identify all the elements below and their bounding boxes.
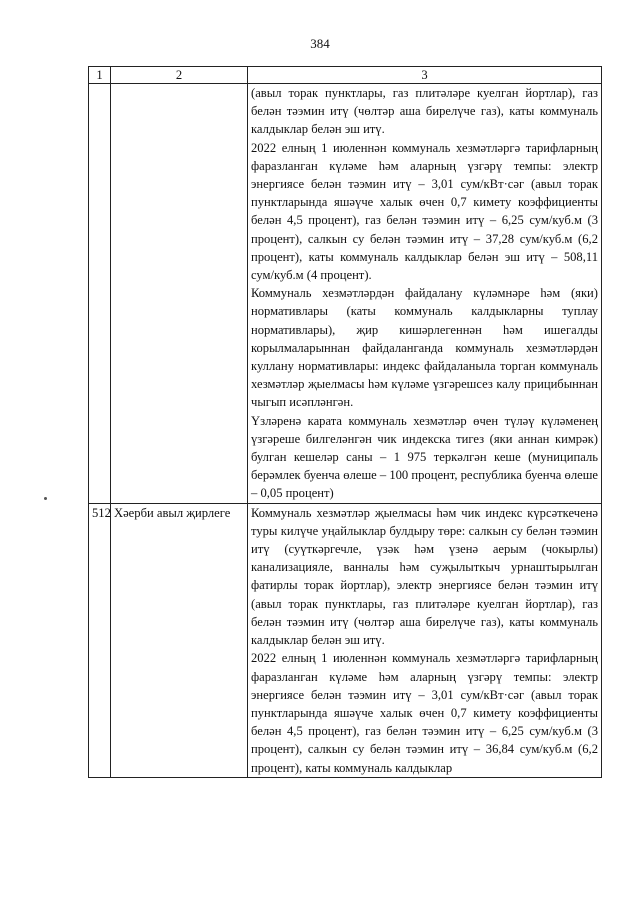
paragraph: Үзләренә карата коммуналь хезмәтләр өчен түләү күләменең үзгәреше билгеләнгән чик индекска тигез (яки аннан кимрәк) булган кешеләр саны – 1 975 теркәлгән кеше (муниципаль берәмлек буенча өлеше – 100 процент, республика буенча өлеше – 0,05 процент) (251, 413, 598, 501)
row-number: 512 (89, 503, 111, 777)
paragraph: 2022 елның 1 июленнән коммуналь хезмәтләргә тарифларның фаразланган күләме һәм аларның үзгәрү темпы: электр энергиясе белән тәэмин итү – 3,01 сум/кВт·сәг (авыл торак пунктларында яшәүче халык өчен 0,7 кимету коэффициенты белән 4,5 процент), газ белән тәэмин итү – 6,25 сум/куб.м (3 процент), салкын су белән тәэмин итү – 36,84 сум/куб.м (6,2 процент), каты коммуналь калдыклар (251, 651, 598, 775)
row-content (248, 503, 602, 777)
row-number (89, 84, 111, 504)
document-table (88, 66, 602, 778)
row-content (248, 84, 602, 504)
paragraph: (авыл торак пунктлары, газ плитәләре куелган йортлар), газ белән тәэмин итү (чөлтәр аша бирелүче газ), каты коммуналь калдыклар белән эш итү. (251, 86, 598, 137)
scan-speck (44, 497, 47, 500)
page-number: 384 (310, 36, 330, 51)
table-row (89, 503, 602, 777)
table-row (89, 84, 602, 504)
column-header-1: 1 (89, 67, 111, 84)
paragraph: 2022 елның 1 июленнән коммуналь хезмәтләргә тарифларның фаразланган күләме һәм аларның үзгәрү темпы: электр энергиясе белән тәэмин итү – 3,01 сум/кВт·сәг (авыл торак пунктларында яшәүче халык өчен 0,7 кимету коэффициенты белән 4,5 процент), газ белән тәэмин итү – 6,25 сум/куб.м (3 процент), салкын су белән тәэмин итү – 37,28 сум/куб.м (6,2 процент), каты коммуналь калдыклар белән эш итү – 508,11 сум/куб.м (4 процент). (251, 140, 598, 283)
settlement-name: Хәерби авыл җирлеге (111, 503, 248, 777)
table-header-row (89, 67, 602, 84)
paragraph: Коммуналь хезмәтләрдән файдалану күләмнәре һәм (яки) нормативлары (каты коммуналь калдыкларны туплау нормативлары), җир кишәрлегеннән һәм ишегалды корылмаларыннан файдаланганда коммуналь хезмәтләрдән куллану нормативлары: индекс файдаланыла торган коммуналь хезмәтләр җыелмасы һәм күләме үзгәрешсез калу прицибыннан чыгып исәпләнгән. (251, 286, 598, 410)
settlement-name (111, 84, 248, 504)
paragraph: Коммуналь хезмәтләр җыелмасы һәм чик индекс күрсәткеченә туры килүче уңайлыклар булдыру төре: салкын су белән тәэмин итү (суүткәргечле, үзәк һәм үзенә аерым (чокырлы) канализацияле, ванналы һәм суҗылыткыч урнаштырылган фатирлы торак йортлар), электр энергиясе белән тәэмин итү (авыл торак пунктлары, газ плитәләре куелган йортлар), газ белән тәэмин итү (чөлтәр аша бирелүче газ), каты коммуналь калдыклар белән эш итү. (251, 505, 598, 648)
column-header-3: 3 (248, 67, 602, 84)
column-header-2: 2 (111, 67, 248, 84)
